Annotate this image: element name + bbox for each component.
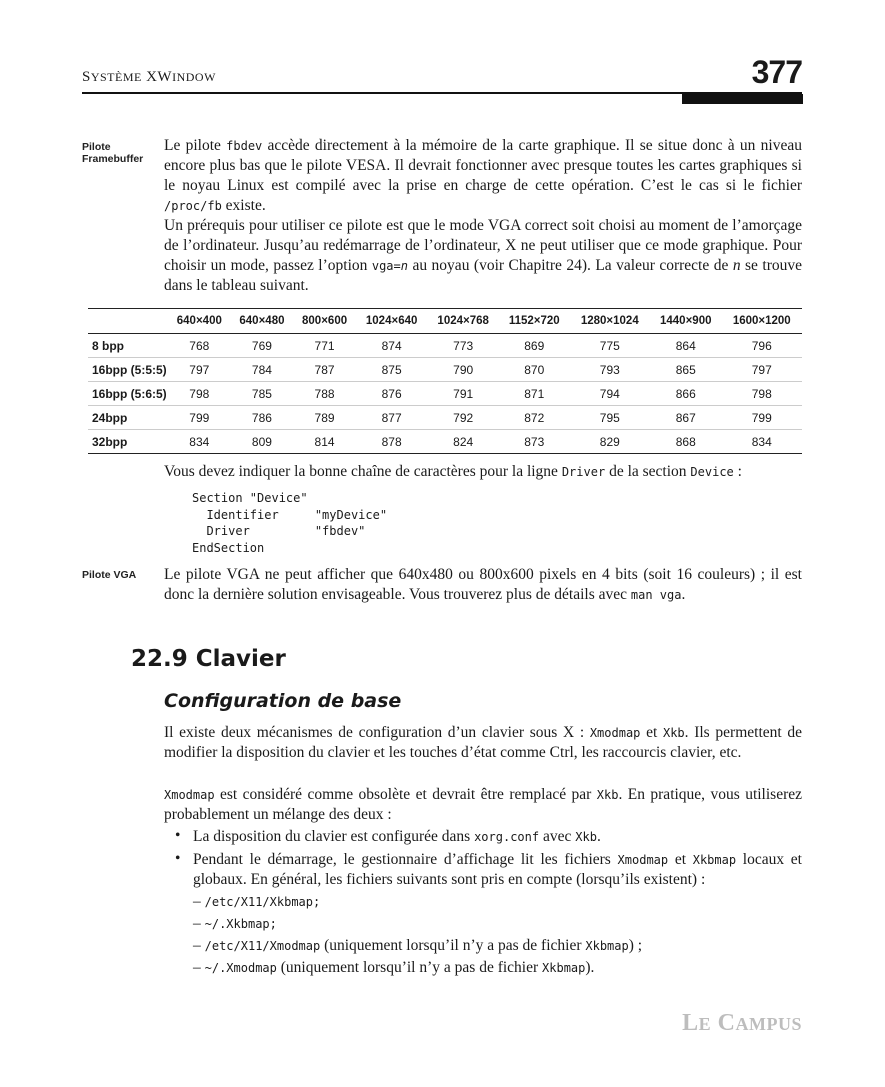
text: Vous devez indiquer la bonne chaîne de caractères pour la ligne	[164, 463, 562, 480]
dash: –	[193, 937, 205, 954]
table-cell: 865	[650, 358, 722, 382]
code-block-device: Section "Device" Identifier "myDevice" Driver "fbdev" EndSection	[192, 491, 388, 555]
table-cell: 870	[499, 358, 570, 382]
logo-part: E	[698, 1014, 712, 1034]
table-cell: 868	[650, 430, 722, 454]
table-cell: 771	[293, 334, 356, 358]
table-cell: 809	[231, 430, 294, 454]
table-cell: 799	[168, 406, 231, 430]
table-cell: 797	[722, 358, 802, 382]
table-cell: 773	[427, 334, 499, 358]
table-row	[88, 334, 802, 358]
code-inline: ~/.Xkbmap	[204, 917, 270, 931]
text: :	[733, 463, 742, 480]
code-inline: man vga	[630, 588, 682, 602]
table-cell: 797	[168, 358, 231, 382]
text: avec	[539, 828, 576, 845]
text: La disposition du clavier est configurée dans	[193, 828, 475, 845]
code-inline: Xmodmap	[589, 726, 641, 740]
paragraph-keyboard-2	[164, 785, 802, 825]
table-row	[88, 358, 802, 382]
table-cell: 775	[570, 334, 650, 358]
table-cell: 864	[650, 334, 722, 358]
logo-part: L	[682, 1010, 699, 1036]
margin-note-line: Pilote	[82, 141, 111, 153]
margin-note-line: Framebuffer	[82, 153, 144, 165]
table-cell: 798	[722, 382, 802, 406]
table-header-cell: 1280×1024	[570, 309, 650, 334]
logo-part: AMPUS	[735, 1014, 802, 1034]
table-header-cell: 1440×900	[650, 309, 722, 334]
list-item	[193, 850, 802, 890]
table-cell: 794	[570, 382, 650, 406]
code-variable: n	[400, 259, 408, 273]
table-cell: 871	[499, 382, 570, 406]
bullet-marker: •	[175, 850, 181, 867]
text: ;	[269, 917, 277, 931]
header-title-part: YSTÈME	[90, 70, 142, 84]
text: . En pratique, vous utiliserez probablement un mélange des deux :	[164, 786, 803, 823]
paragraph-framebuffer-2	[164, 216, 802, 296]
margin-note-vga: Pilote VGA	[82, 569, 137, 581]
vga-mode-table	[88, 308, 802, 454]
text: Le pilote	[164, 137, 227, 154]
bullet-marker: •	[175, 827, 181, 844]
table-cell: 834	[722, 430, 802, 454]
header-title	[82, 69, 216, 86]
table-cell: 799	[722, 406, 802, 430]
code-inline: Driver	[561, 465, 606, 479]
table-cell: 866	[650, 382, 722, 406]
list-item	[193, 827, 802, 847]
table-cell: 786	[231, 406, 294, 430]
list-item	[193, 914, 277, 934]
subsection-heading: Configuration de base	[164, 690, 402, 712]
table-cell: 814	[293, 430, 356, 454]
table-cell: 874	[356, 334, 428, 358]
table-cell: 876	[356, 382, 428, 406]
table-cell: 791	[427, 382, 499, 406]
header-bar	[682, 94, 803, 104]
table-row	[88, 406, 802, 430]
table-header-cell: 800×600	[293, 309, 356, 334]
table-cell: 785	[231, 382, 294, 406]
table-cell: 784	[231, 358, 294, 382]
code-inline: vga=	[371, 259, 401, 273]
list-item	[193, 936, 642, 956]
code-inline: Xmodmap	[617, 853, 669, 867]
table-cell: 878	[356, 430, 428, 454]
text: . Ils permettent de modifier la disposition du clavier et les touches d’état comme Ctrl, les raccourcis clavier, etc.	[164, 724, 802, 761]
text: au noyau (voir Chapitre 24). La valeur correcte de	[408, 257, 733, 274]
table-cell: 829	[570, 430, 650, 454]
table-header-cell: 1600×1200	[722, 309, 802, 334]
code-inline: Xkbmap	[692, 853, 737, 867]
table-cell: 789	[293, 406, 356, 430]
text: .	[681, 586, 686, 603]
variable: n	[732, 257, 741, 274]
text: Il existe deux mécanismes de configuration d’un clavier sous X :	[164, 724, 590, 741]
table-cell: 788	[293, 382, 356, 406]
table-row-label: 16bpp (5:6:5)	[88, 382, 168, 406]
text: et	[640, 724, 663, 741]
text: et	[668, 851, 693, 868]
text: ).	[585, 959, 595, 976]
table-cell: 795	[570, 406, 650, 430]
table-cell: 867	[650, 406, 722, 430]
text: Le pilote VGA ne peut afficher que 640x480 ou 800x600 pixels en 4 bits (soit 16 couleurs) ; il est donc la dernière solution envisageable. Vous trouverez plus de détails avec	[164, 566, 802, 603]
table-header-cell: 640×480	[231, 309, 294, 334]
text: (uniquement lorsqu’il n’y a pas de fichier	[276, 959, 543, 976]
margin-note-framebuffer	[82, 141, 143, 165]
publisher-logo	[682, 1010, 802, 1037]
code-inline: xorg.conf	[474, 830, 540, 844]
table-cell: 877	[356, 406, 428, 430]
code-inline: /etc/X11/Xkbmap	[204, 895, 313, 909]
text: .	[596, 828, 601, 845]
header-title-part: XW	[141, 69, 173, 85]
text: (uniquement lorsqu’il n’y a pas de fichier	[320, 937, 586, 954]
table-cell: 768	[168, 334, 231, 358]
text: de la section	[605, 463, 691, 480]
code-inline: Xkbmap	[542, 961, 586, 975]
table-row	[88, 382, 802, 406]
text: existe.	[221, 197, 266, 214]
paragraph-framebuffer-1	[164, 136, 802, 216]
code-inline: /etc/X11/Xmodmap	[204, 939, 321, 953]
paragraph-keyboard-1	[164, 723, 802, 763]
code-inline: Xkb	[575, 830, 597, 844]
dash: –	[193, 959, 205, 976]
table-cell: 769	[231, 334, 294, 358]
dash: –	[193, 915, 205, 932]
table-cell: 824	[427, 430, 499, 454]
code-inline: /proc/fb	[164, 199, 222, 213]
code-inline: Device	[690, 465, 734, 479]
table-header-cell: 640×400	[168, 309, 231, 334]
table-row-label: 16bpp (5:5:5)	[88, 358, 168, 382]
table-cell: 792	[427, 406, 499, 430]
table-header-cell: 1024×640	[356, 309, 428, 334]
table-header-row	[88, 309, 802, 334]
text: ) ;	[628, 937, 643, 954]
text: accède directement à la mémoire de la carte graphique. Il se situe donc à un niveau encore plus bas que le pilote VESA. Il devrait fonctionner avec presque toutes les cartes graphiques si le noyau Linux est compilé avec la prise en charge de cette opération. C’est le cas si le fichier	[164, 137, 802, 194]
table-cell: 796	[722, 334, 802, 358]
table-header-cell: 1152×720	[499, 309, 570, 334]
text: locaux et globaux. En général, les fichiers suivants sont pris en compte (lorsqu’ils existent) :	[193, 851, 802, 888]
paragraph-vga	[164, 565, 802, 605]
text: Pendant le démarrage, le gestionnaire d’affichage lit les fichiers	[193, 851, 618, 868]
code-inline: Xkb	[662, 726, 685, 740]
table-row-label: 24bpp	[88, 406, 168, 430]
table-cell: 873	[499, 430, 570, 454]
logo-part: C	[711, 1010, 736, 1036]
table-cell: 787	[293, 358, 356, 382]
table-cell: 790	[427, 358, 499, 382]
table-cell: 798	[168, 382, 231, 406]
table-cell: 793	[570, 358, 650, 382]
table-cell: 872	[499, 406, 570, 430]
table-row-label: 32bpp	[88, 430, 168, 454]
code-inline: Xmodmap	[164, 788, 215, 802]
table-header-cell	[88, 309, 168, 334]
list-item	[193, 892, 320, 912]
text: est considéré comme obsolète et devrait être remplacé par	[214, 786, 597, 803]
header-title-part: S	[82, 69, 91, 85]
table-cell: 875	[356, 358, 428, 382]
text: se trouve dans le tableau suivant.	[164, 257, 803, 294]
table-cell: 869	[499, 334, 570, 358]
table-header-cell: 1024×768	[427, 309, 499, 334]
code-inline: Xkb	[596, 788, 619, 802]
page-number: 377	[751, 54, 802, 90]
code-inline: fbdev	[226, 139, 263, 153]
text: ;	[313, 895, 321, 909]
list-item	[193, 958, 594, 978]
code-inline: ~/.Xmodmap	[204, 961, 277, 975]
section-heading: 22.9 Clavier	[131, 646, 286, 672]
dash: –	[193, 893, 205, 910]
table-cell: 834	[168, 430, 231, 454]
table-row-label: 8 bpp	[88, 334, 168, 358]
paragraph-device	[164, 462, 802, 482]
text: Un prérequis pour utiliser ce pilote est que le mode VGA correct soit choisi au moment de l’amorçage de l’ordinateur. Jusqu’au redémarrage de l’ordinateur, X ne peut utiliser que ce mode graphique. Pour choisir un mode, passez l’option	[164, 217, 802, 274]
code-inline: Xkbmap	[585, 939, 629, 953]
table-row	[88, 430, 802, 454]
header-title-part: INDOW	[172, 70, 216, 84]
